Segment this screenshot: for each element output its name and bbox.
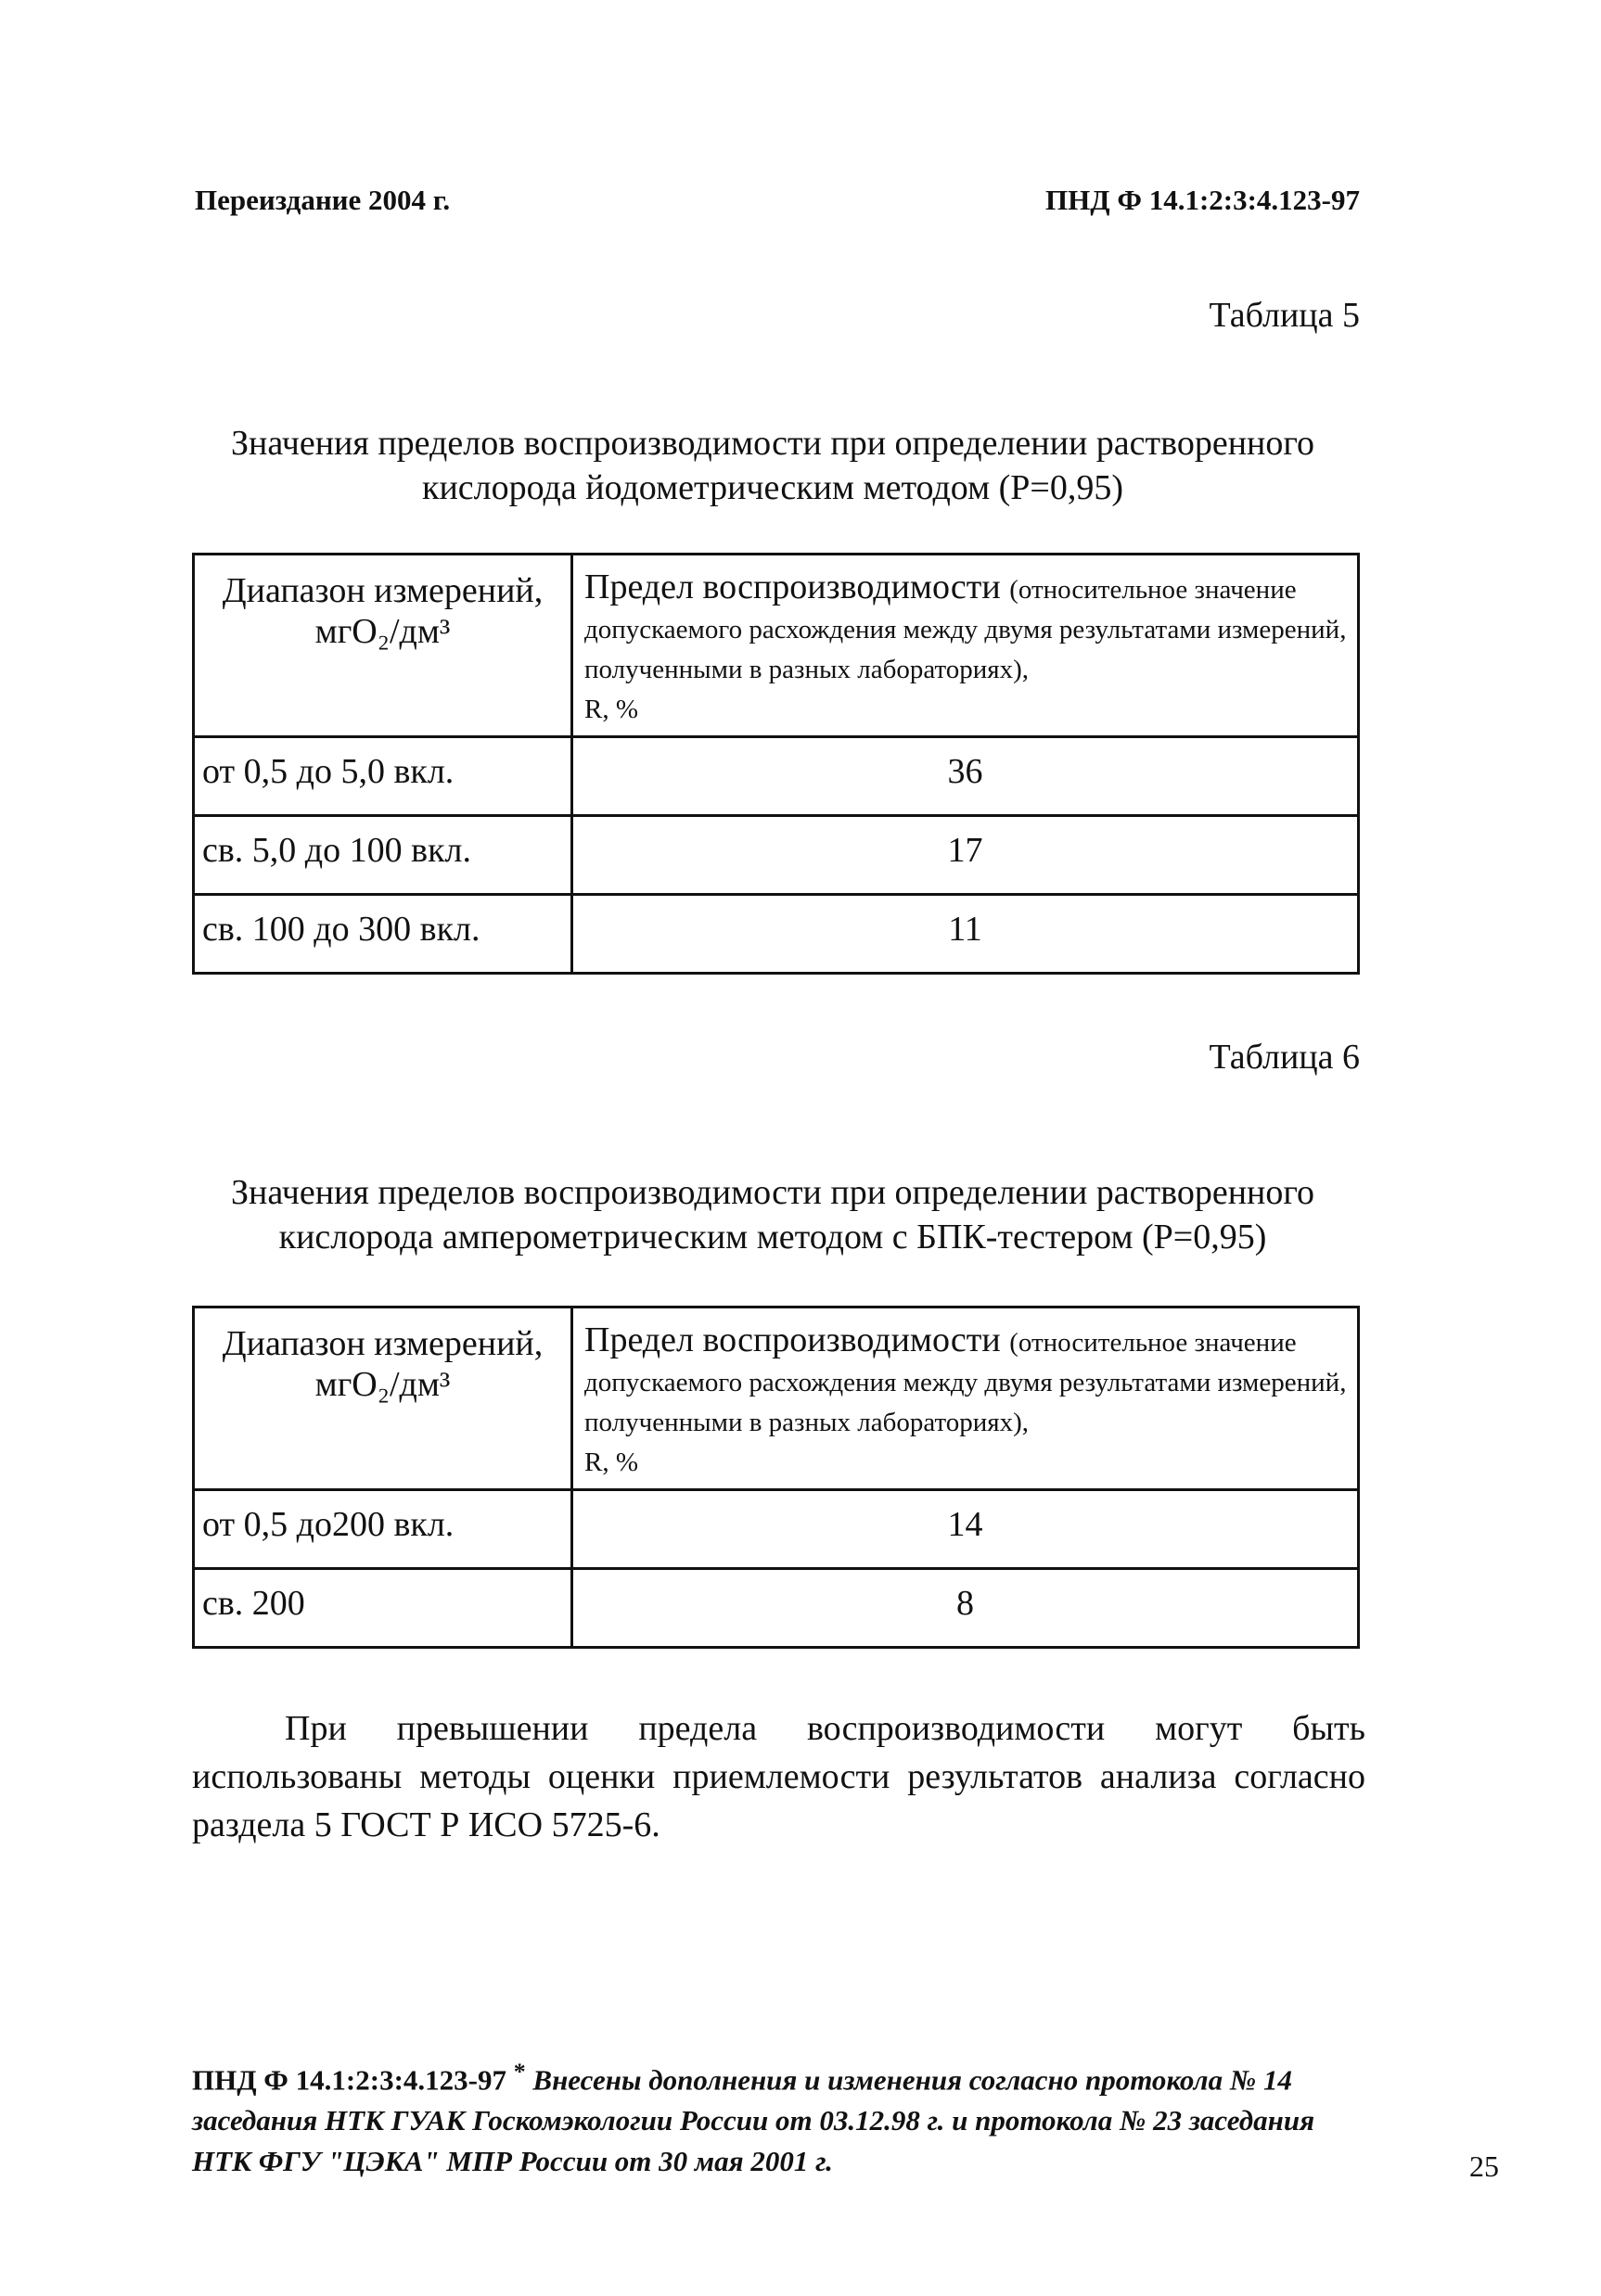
footer-note	[192, 2051, 1365, 2182]
table6	[192, 1306, 1360, 1649]
col-limit-header	[572, 555, 1359, 737]
col-range-header-unit: мгO₂/дм³	[314, 612, 451, 651]
page-number: 25	[1469, 2149, 1499, 2183]
value-cell: 11	[572, 895, 1359, 974]
footer-code: ПНД Ф 14.1:2:3:4.123-97	[192, 2063, 506, 2097]
footer-mark: *	[513, 2058, 526, 2085]
table-row	[194, 1490, 1359, 1569]
footer-amendment-text: Внесены дополнения и изменения согласно протокола № 14 заседания НТК ГУАК Госкомэкологии России от 03.12.98 г. и протокола № 23 заседания НТК ФГУ "ЦЭКА" МПР России от 30 мая 2001 г.	[192, 2063, 1315, 2178]
value-cell: 8	[572, 1569, 1359, 1648]
table6-title-line1: Значения пределов воспроизводимости при определении растворенного	[231, 1173, 1314, 1212]
range-cell: от 0,5 до 5,0 вкл.	[194, 737, 572, 816]
col-limit-header	[572, 1307, 1359, 1490]
col-limit-header-symbol: R, %	[584, 1448, 638, 1477]
table6-title	[186, 1170, 1360, 1259]
col-limit-header-main: Предел воспроизводимости	[584, 568, 1001, 606]
value-cell: 36	[572, 737, 1359, 816]
range-cell: св. 200	[194, 1569, 572, 1648]
reissue-note: Переиздание 2004 г.	[195, 184, 451, 216]
table5	[192, 553, 1360, 975]
range-cell: св. 5,0 до 100 вкл.	[194, 816, 572, 895]
table6-title-line2: кислорода амперометрическим методом с БПК-тестером (P=0,95)	[278, 1218, 1267, 1256]
col-limit-header-rest: (относительное значение допускаемого расхождения между двумя результатами измерений, полученными в разных лабораториях),	[584, 1328, 1347, 1437]
body-paragraph-text: При превышении предела воспроизводимости могут быть использованы методы оценки приемлемости результатов анализа согласно раздела 5 ГОСТ Р ИСО 5725-6.	[192, 1709, 1365, 1844]
value-cell: 17	[572, 816, 1359, 895]
table5-title-line2: кислорода йодометрическим методом (P=0,95)	[422, 468, 1123, 507]
value-cell: 14	[572, 1490, 1359, 1569]
table-row	[194, 895, 1359, 974]
col-range-header-line1: Диапазон измерений,	[222, 571, 544, 610]
table5-label: Таблица 5	[1209, 296, 1360, 335]
col-limit-header-main: Предел воспроизводимости	[584, 1320, 1001, 1359]
col-range-header-unit: мгO₂/дм³	[314, 1365, 451, 1404]
table-header-row	[194, 1307, 1359, 1490]
table-row	[194, 737, 1359, 816]
table-header-row	[194, 555, 1359, 737]
range-cell: от 0,5 до200 вкл.	[194, 1490, 572, 1569]
col-limit-header-symbol: R, %	[584, 695, 638, 724]
table5-title-line1: Значения пределов воспроизводимости при определении растворенного	[231, 424, 1314, 463]
body-paragraph	[192, 1704, 1365, 1849]
table-row	[194, 816, 1359, 895]
table6-label: Таблица 6	[1209, 1038, 1360, 1077]
col-range-header-line1: Диапазон измерений,	[222, 1324, 544, 1363]
document-code: ПНД Ф 14.1:2:3:4.123-97	[1045, 184, 1360, 216]
table5-title	[186, 421, 1360, 510]
range-cell: св. 100 до 300 вкл.	[194, 895, 572, 974]
col-range-header	[194, 555, 572, 737]
col-range-header	[194, 1307, 572, 1490]
table-row	[194, 1569, 1359, 1648]
col-limit-header-rest: (относительное значение допускаемого расхождения между двумя результатами измерений, полученными в разных лабораториях),	[584, 575, 1347, 684]
